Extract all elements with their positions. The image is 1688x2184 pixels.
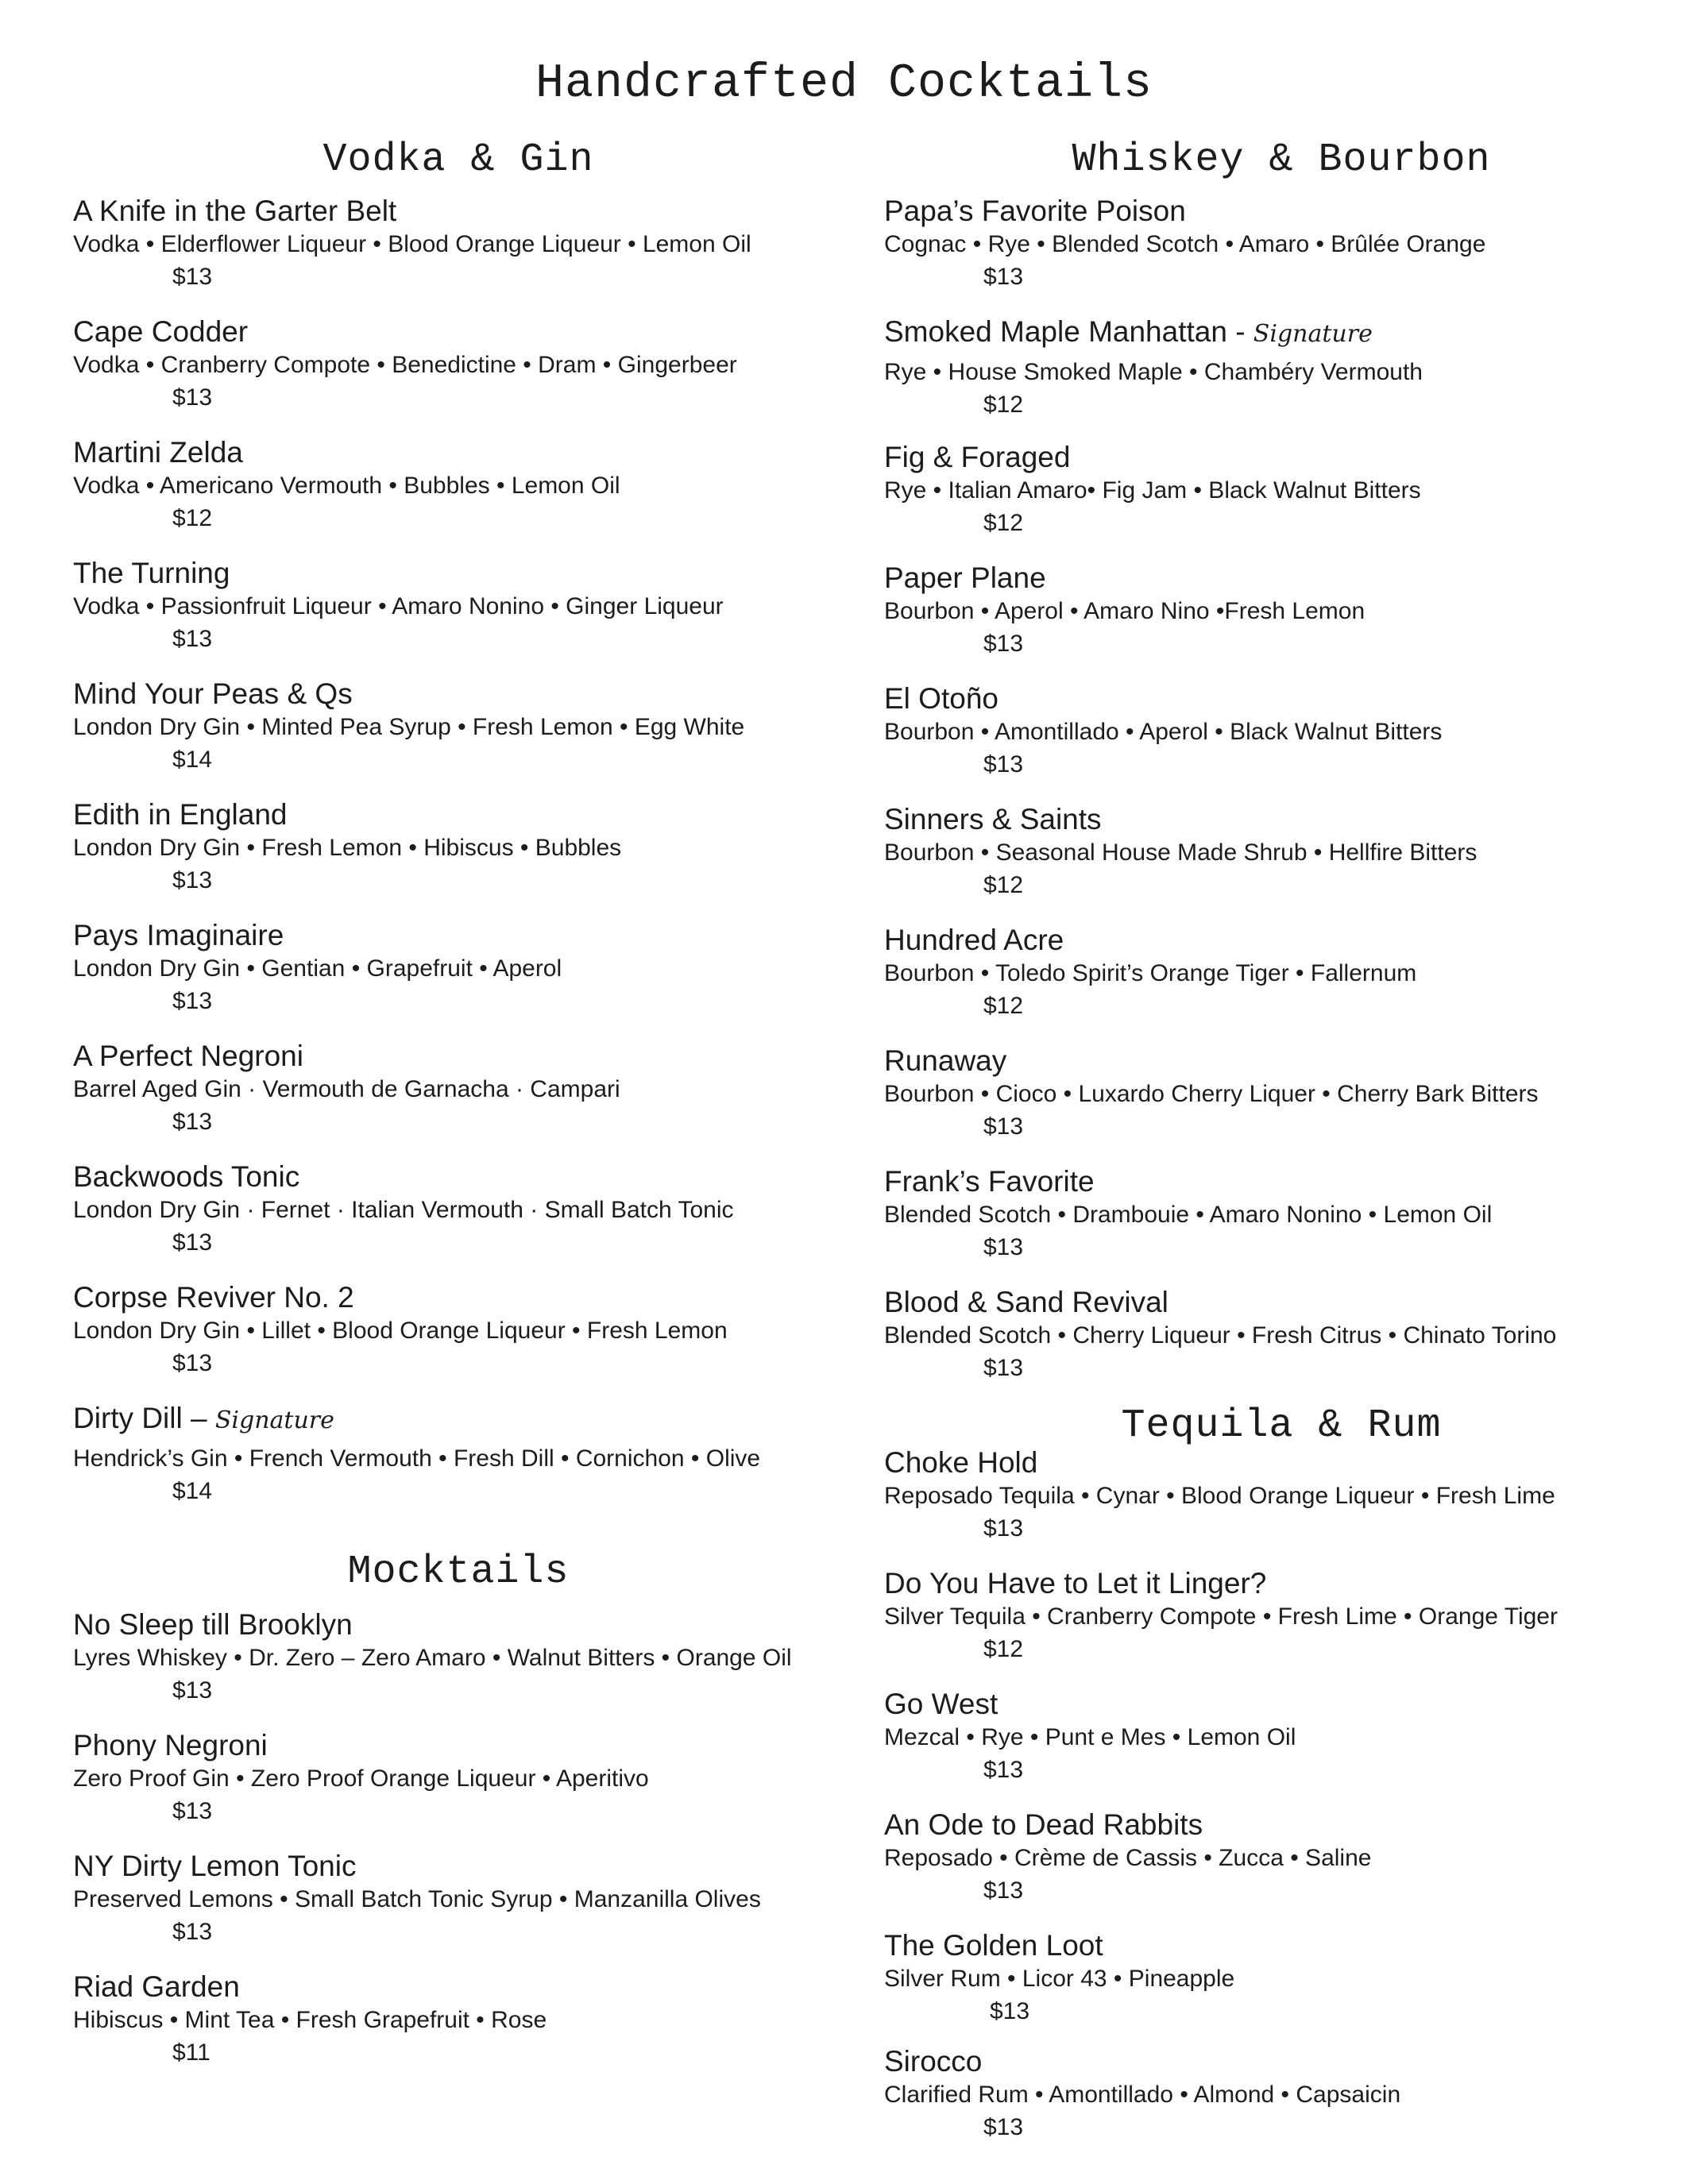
item-price: $13 (172, 867, 213, 893)
item-name: Go West (884, 1688, 999, 1720)
item-price: $13 (172, 1229, 213, 1256)
item-name: Phony Negroni (73, 1729, 268, 1761)
menu-title: Handcrafted Cocktails (535, 57, 1153, 111)
item-price: $12 (983, 872, 1024, 898)
item-price: $13 (983, 2114, 1024, 2140)
item-ingredients: Vodka • Passionfruit Liqueur • Amaro Nonino • Ginger Liqueur (73, 593, 724, 619)
item-ingredients: Silver Rum • Licor 43 • Pineapple (884, 1966, 1235, 1992)
item-price: $13 (983, 1234, 1024, 1260)
item-name: A Knife in the Garter Belt (73, 195, 397, 227)
menu-item (884, 314, 1678, 420)
menu-item (884, 561, 1678, 659)
item-name: Edith in England (73, 798, 288, 831)
item-price: $13 (172, 626, 213, 652)
item-ingredients: London Dry Gin • Gentian • Grapefruit • Aperol (73, 955, 562, 982)
item-price: $14 (172, 747, 213, 773)
item-name: El Otoño (884, 682, 999, 715)
item-name: An Ode to Dead Rabbits (884, 1808, 1203, 1841)
item-ingredients: Zero Proof Gin • Zero Proof Orange Liqueur • Aperitivo (73, 1765, 649, 1792)
menu-item (73, 797, 859, 896)
menu-item (73, 1160, 859, 1258)
menu-item (884, 1164, 1678, 1263)
item-price: $13 (172, 1919, 213, 1945)
item-name: NY Dirty Lemon Tonic (73, 1850, 357, 1882)
menu-item (73, 435, 859, 534)
menu-item (884, 923, 1678, 1021)
menu-item (73, 314, 859, 413)
item-ingredients: Rye • House Smoked Maple • Chambéry Vermouth (884, 359, 1423, 385)
menu-item (884, 1687, 1678, 1785)
item-price: $13 (983, 1355, 1024, 1381)
menu-item (884, 681, 1678, 780)
section-heading-tequila-rum: Tequila & Rum (1121, 1403, 1442, 1449)
menu-item (73, 677, 859, 775)
menu-item (73, 1401, 859, 1507)
item-name: Frank’s Favorite (884, 1165, 1095, 1198)
menu-item (73, 194, 859, 292)
item-ingredients: Hendrick’s Gin • French Vermouth • Fresh Dill • Cornichon • Olive (73, 1445, 761, 1472)
item-name-row (73, 1401, 859, 1438)
item-ingredients: Mezcal • Rye • Punt e Mes • Lemon Oil (884, 1724, 1296, 1750)
item-ingredients: Hibiscus • Mint Tea • Fresh Grapefruit • Rose (73, 2007, 547, 2033)
menu-item (884, 1044, 1678, 1142)
item-ingredients: Bourbon • Aperol • Amaro Nino •Fresh Lemon (884, 598, 1365, 624)
item-name: Paper Plane (884, 561, 1046, 594)
menu-item (884, 1808, 1678, 1906)
item-name: The Golden Loot (884, 1929, 1103, 1962)
item-price: $13 (983, 1757, 1024, 1783)
menu-item (884, 1566, 1678, 1665)
item-name: Fig & Foraged (884, 441, 1071, 473)
item-name: Martini Zelda (73, 436, 243, 469)
item-name: Corpse Reviver No. 2 (73, 1281, 354, 1314)
item-name: Runaway (884, 1044, 1007, 1077)
item-price: $13 (990, 1998, 1030, 2024)
item-price: $13 (172, 1798, 213, 1824)
item-name: The Turning (73, 557, 230, 589)
item-name-row (884, 314, 1678, 352)
signature-label: Signature (1253, 320, 1373, 348)
menu-item (73, 1280, 859, 1379)
item-name: Smoked Maple Manhattan - (884, 315, 1246, 348)
item-price: $13 (983, 264, 1024, 290)
item-name: Dirty Dill – (73, 1402, 207, 1434)
item-name: Backwoods Tonic (73, 1160, 300, 1193)
item-ingredients: Blended Scotch • Cherry Liqueur • Fresh Citrus • Chinato Torino (884, 1322, 1557, 1349)
item-ingredients: London Dry Gin · Fernet · Italian Vermouth · Small Batch Tonic (73, 1197, 734, 1223)
item-ingredients: Bourbon • Seasonal House Made Shrub • Hellfire Bitters (884, 839, 1477, 866)
menu-item (884, 1928, 1678, 2027)
item-name: Riad Garden (73, 1970, 240, 2003)
menu-item (73, 556, 859, 654)
item-price: $13 (172, 1109, 213, 1135)
item-price: $12 (172, 505, 213, 531)
item-price: $13 (172, 384, 213, 411)
item-price: $13 (983, 1877, 1024, 1904)
menu-item (884, 802, 1678, 901)
menu-item (884, 2044, 1678, 2143)
item-ingredients: Bourbon • Cioco • Luxardo Cherry Liquer • Cherry Bark Bitters (884, 1081, 1539, 1107)
menu-item (884, 194, 1678, 292)
item-name: A Perfect Negroni (73, 1040, 303, 1072)
item-name: Papa’s Favorite Poison (884, 195, 1186, 227)
item-ingredients: Vodka • Cranberry Compote • Benedictine • Dram • Gingerbeer (73, 352, 737, 378)
item-name: Do You Have to Let it Linger? (884, 1567, 1267, 1599)
item-price: $14 (172, 1478, 213, 1504)
item-price: $13 (983, 1113, 1024, 1140)
item-ingredients: Preserved Lemons • Small Batch Tonic Syrup • Manzanilla Olives (73, 1886, 761, 1912)
menu-item (884, 1285, 1678, 1383)
item-price: $13 (172, 988, 213, 1014)
menu-item (73, 1728, 859, 1827)
item-ingredients: London Dry Gin • Lillet • Blood Orange Liqueur • Fresh Lemon (73, 1318, 728, 1344)
item-ingredients: Reposado • Crème de Cassis • Zucca • Saline (884, 1845, 1372, 1871)
item-price: $13 (983, 631, 1024, 657)
menu-item (73, 1970, 859, 2068)
menu-item (73, 1849, 859, 1947)
item-price: $13 (172, 264, 213, 290)
item-ingredients: London Dry Gin • Fresh Lemon • Hibiscus • Bubbles (73, 835, 622, 861)
item-name: Sinners & Saints (884, 803, 1102, 835)
item-price: $12 (983, 510, 1024, 536)
item-ingredients: Vodka • Americano Vermouth • Bubbles • Lemon Oil (73, 473, 620, 499)
item-price: $13 (172, 1677, 213, 1704)
item-price: $11 (172, 2039, 211, 2066)
item-name: No Sleep till Brooklyn (73, 1608, 353, 1641)
menu-item (73, 1607, 859, 1706)
item-name: Pays Imaginaire (73, 919, 284, 951)
item-ingredients: Silver Tequila • Cranberry Compote • Fresh Lime • Orange Tiger (884, 1603, 1558, 1630)
item-ingredients: Reposado Tequila • Cynar • Blood Orange Liqueur • Fresh Lime (884, 1483, 1555, 1509)
item-price: $12 (983, 1636, 1024, 1662)
item-price: $12 (983, 993, 1024, 1019)
item-ingredients: Cognac • Rye • Blended Scotch • Amaro • Brûlée Orange (884, 231, 1486, 257)
menu-item (73, 918, 859, 1017)
item-name: Hundred Acre (884, 924, 1064, 956)
section-heading-whiskey-bourbon: Whiskey & Bourbon (1072, 137, 1491, 183)
section-heading-mocktails: Mocktails (347, 1549, 570, 1595)
item-ingredients: Bourbon • Toledo Spirit’s Orange Tiger • Fallernum (884, 960, 1417, 986)
section-heading-vodka-gin: Vodka & Gin (323, 137, 594, 183)
item-ingredients: Bourbon • Amontillado • Aperol • Black Walnut Bitters (884, 719, 1443, 745)
item-price: $13 (983, 751, 1024, 778)
menu-item (73, 1039, 859, 1137)
item-name: Cape Codder (73, 315, 249, 348)
signature-label: Signature (214, 1406, 334, 1434)
item-price: $13 (983, 1515, 1024, 1542)
item-name: Blood & Sand Revival (884, 1286, 1168, 1318)
item-ingredients: Vodka • Elderflower Liqueur • Blood Orange Liqueur • Lemon Oil (73, 231, 751, 257)
item-ingredients: Blended Scotch • Drambouie • Amaro Nonino • Lemon Oil (884, 1202, 1493, 1228)
item-ingredients: London Dry Gin • Minted Pea Syrup • Fresh Lemon • Egg White (73, 714, 745, 740)
item-name: Choke Hold (884, 1446, 1038, 1479)
menu-item (884, 440, 1678, 538)
item-ingredients: Barrel Aged Gin · Vermouth de Garnacha · Campari (73, 1076, 620, 1102)
item-price: $13 (172, 1350, 213, 1376)
menu-item (884, 1445, 1678, 1544)
item-name: Sirocco (884, 2045, 983, 2078)
item-ingredients: Rye • Italian Amaro• Fig Jam • Black Walnut Bitters (884, 477, 1421, 504)
item-ingredients: Clarified Rum • Amontillado • Almond • Capsaicin (884, 2082, 1401, 2108)
item-ingredients: Lyres Whiskey • Dr. Zero – Zero Amaro • Walnut Bitters • Orange Oil (73, 1645, 792, 1671)
item-price: $12 (983, 392, 1024, 418)
item-name: Mind Your Peas & Qs (73, 677, 353, 710)
